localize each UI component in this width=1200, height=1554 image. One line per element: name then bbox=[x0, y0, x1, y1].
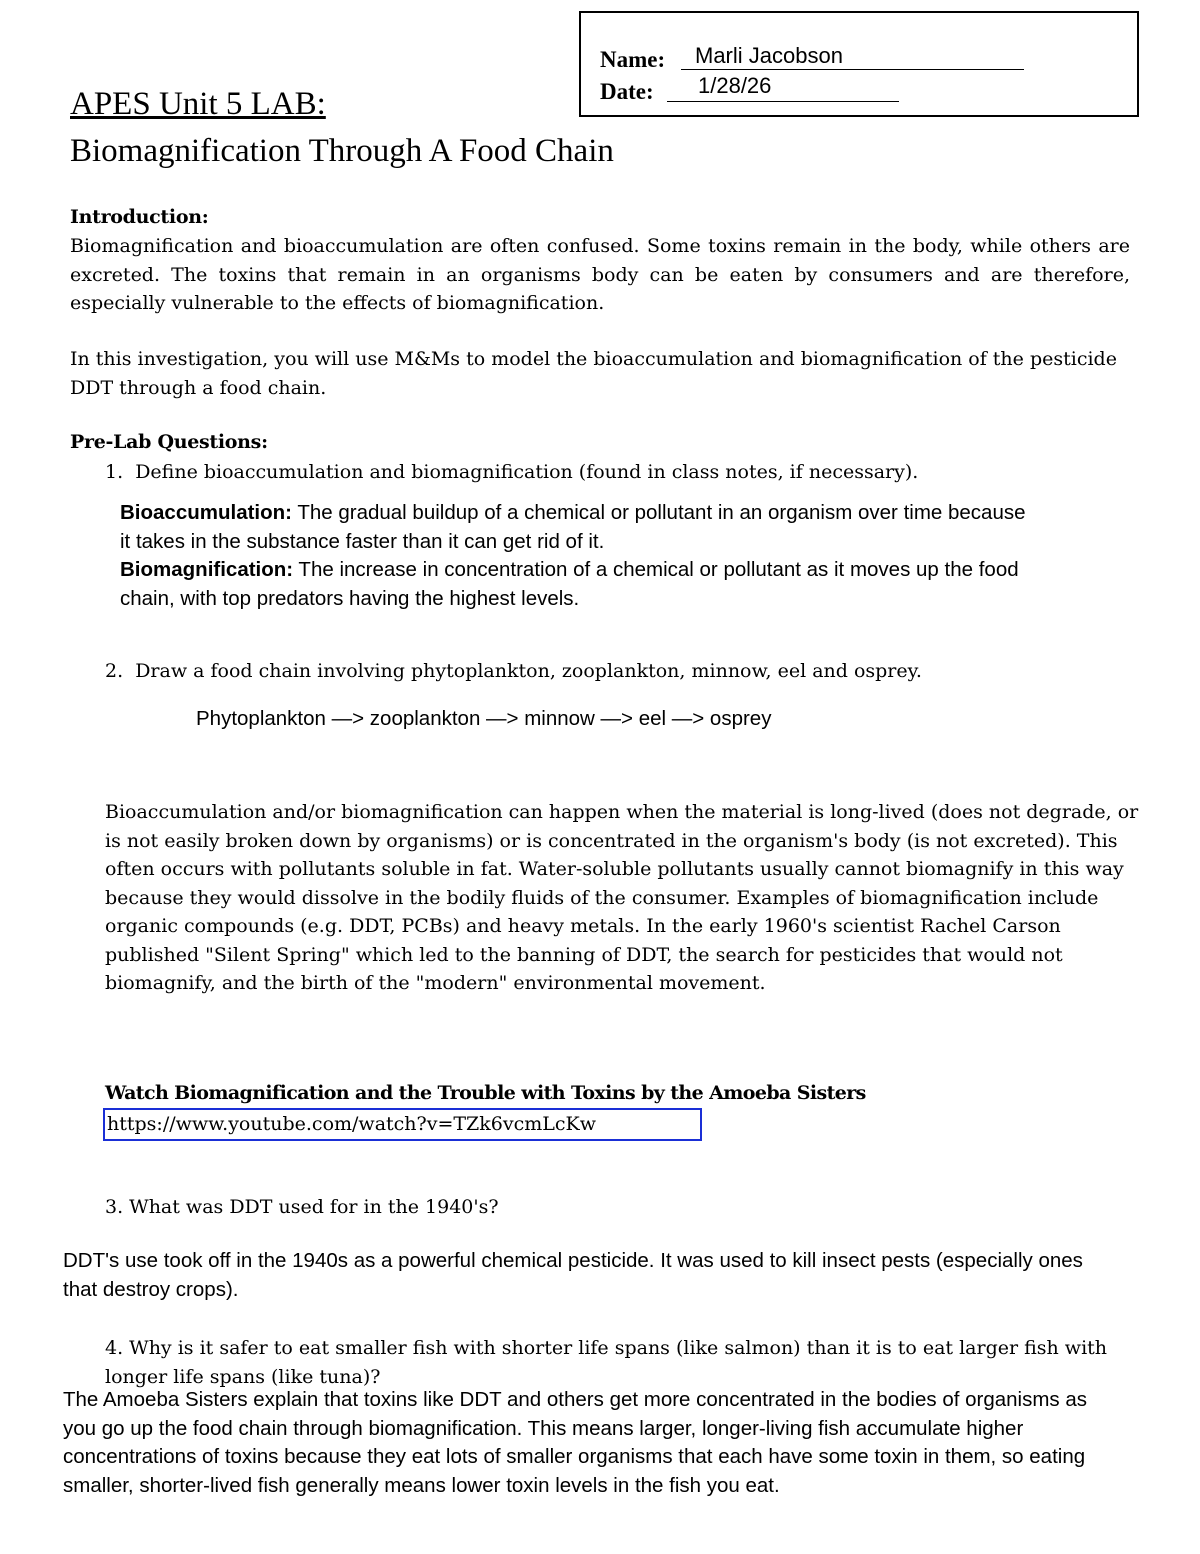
page-subtitle: Biomagnification Through A Food Chain bbox=[70, 133, 614, 169]
date-field[interactable]: 1/28/26 bbox=[698, 73, 772, 98]
question-4-answer[interactable]: The Amoeba Sisters explain that toxins like DDT and others get more concentrated in the bodies of organisms as you go up the food chain through biomagnification. This means larger, longer-living fish accumulate higher concentrations of toxins because they eat lots of smaller organisms that each have some toxin in them, so eating smaller, shorter-lived fish generally means lower toxin levels in the fish you eat. bbox=[63, 1388, 1088, 1497]
name-line bbox=[681, 69, 1024, 70]
name-label: Name: bbox=[600, 47, 666, 72]
introduction-paragraph-2: In this investigation, you will use M&Ms to model the bioaccumulation and biomagnification of the pesticide DDT through a food chain. bbox=[70, 348, 1117, 399]
date-label: Date: bbox=[600, 79, 654, 104]
bioaccumulation-text: The gradual buildup of a chemical or pollutant in an organism over time because it takes in the substance faster than it can get rid of it. bbox=[120, 501, 1026, 553]
biomagnification-term: Biomagnification: bbox=[120, 558, 294, 581]
video-heading: Watch Biomagnification and the Trouble with Toxins by the Amoeba Sisters bbox=[105, 1082, 866, 1104]
question-4: 4. Why is it safer to eat smaller fish with shorter life spans (like salmon) than it is to eat larger fish with longer life spans (like tuna)? bbox=[105, 1337, 1108, 1388]
biomagnification-text: The increase in concentration of a chemical or pollutant as it moves up the food chain, with top predators having the highest levels. bbox=[120, 558, 1019, 610]
question-3-answer[interactable]: DDT's use took off in the 1940s as a powerful chemical pesticide. It was used to kill insect pests (especially ones that destroy crops). bbox=[63, 1249, 1083, 1301]
question-2 bbox=[105, 657, 922, 686]
date-line bbox=[667, 101, 899, 102]
name-field[interactable]: Marli Jacobson bbox=[695, 43, 843, 68]
biomagnification-definition bbox=[120, 556, 1030, 613]
page-title: APES Unit 5 LAB: bbox=[70, 86, 326, 122]
prelab-heading: Pre-Lab Questions: bbox=[70, 431, 268, 453]
question-1 bbox=[105, 458, 918, 487]
question-2-number: 2. bbox=[105, 660, 124, 682]
question-3: 3. What was DDT used for in the 1940's? bbox=[105, 1196, 499, 1218]
question-1-answer[interactable] bbox=[120, 499, 1030, 613]
bioaccumulation-term: Bioaccumulation: bbox=[120, 501, 292, 524]
bioaccumulation-definition bbox=[120, 499, 1030, 556]
introduction-heading: Introduction: bbox=[70, 206, 209, 228]
question-1-number: 1. bbox=[105, 461, 124, 483]
question-2-text: Draw a food chain involving phytoplankton, zooplankton, minnow, eel and osprey. bbox=[135, 660, 922, 682]
info-paragraph: Bioaccumulation and/or biomagnification can happen when the material is long-lived (does not degrade, or is not easily broken down by organisms) or is concentrated in the organism's body (is not excreted). This often occurs with pollutants soluble in fat. Water-soluble pollutants usually cannot biomagnify in this way because they would dissolve in the bodily fluids of the consumer. Examples of biomagnification include organic compounds (e.g. DDT, PCBs) and heavy metals. In the early 1960's scientist Rachel Carson published "Silent Spring" which led to the banning of DDT, the search for pesticides that would not biomagnify, and the birth of the "modern" environmental movement. bbox=[105, 801, 1139, 994]
name-date-box bbox=[579, 11, 1139, 117]
question-1-text: Define bioaccumulation and biomagnification (found in class notes, if necessary). bbox=[135, 461, 919, 483]
introduction-paragraph-1: Biomagnification and bioaccumulation are often confused. Some toxins remain in the body, while others are excreted. The toxins that remain in an organisms body can be eaten by consumers and are therefore, especially vulnerable to the effects of biomagnification. bbox=[70, 235, 1130, 314]
question-2-answer[interactable]: Phytoplankton —> zooplankton —> minnow —> eel —> osprey bbox=[196, 707, 772, 730]
video-link[interactable]: https://www.youtube.com/watch?v=TZk6vcmLcKw bbox=[103, 1108, 702, 1141]
